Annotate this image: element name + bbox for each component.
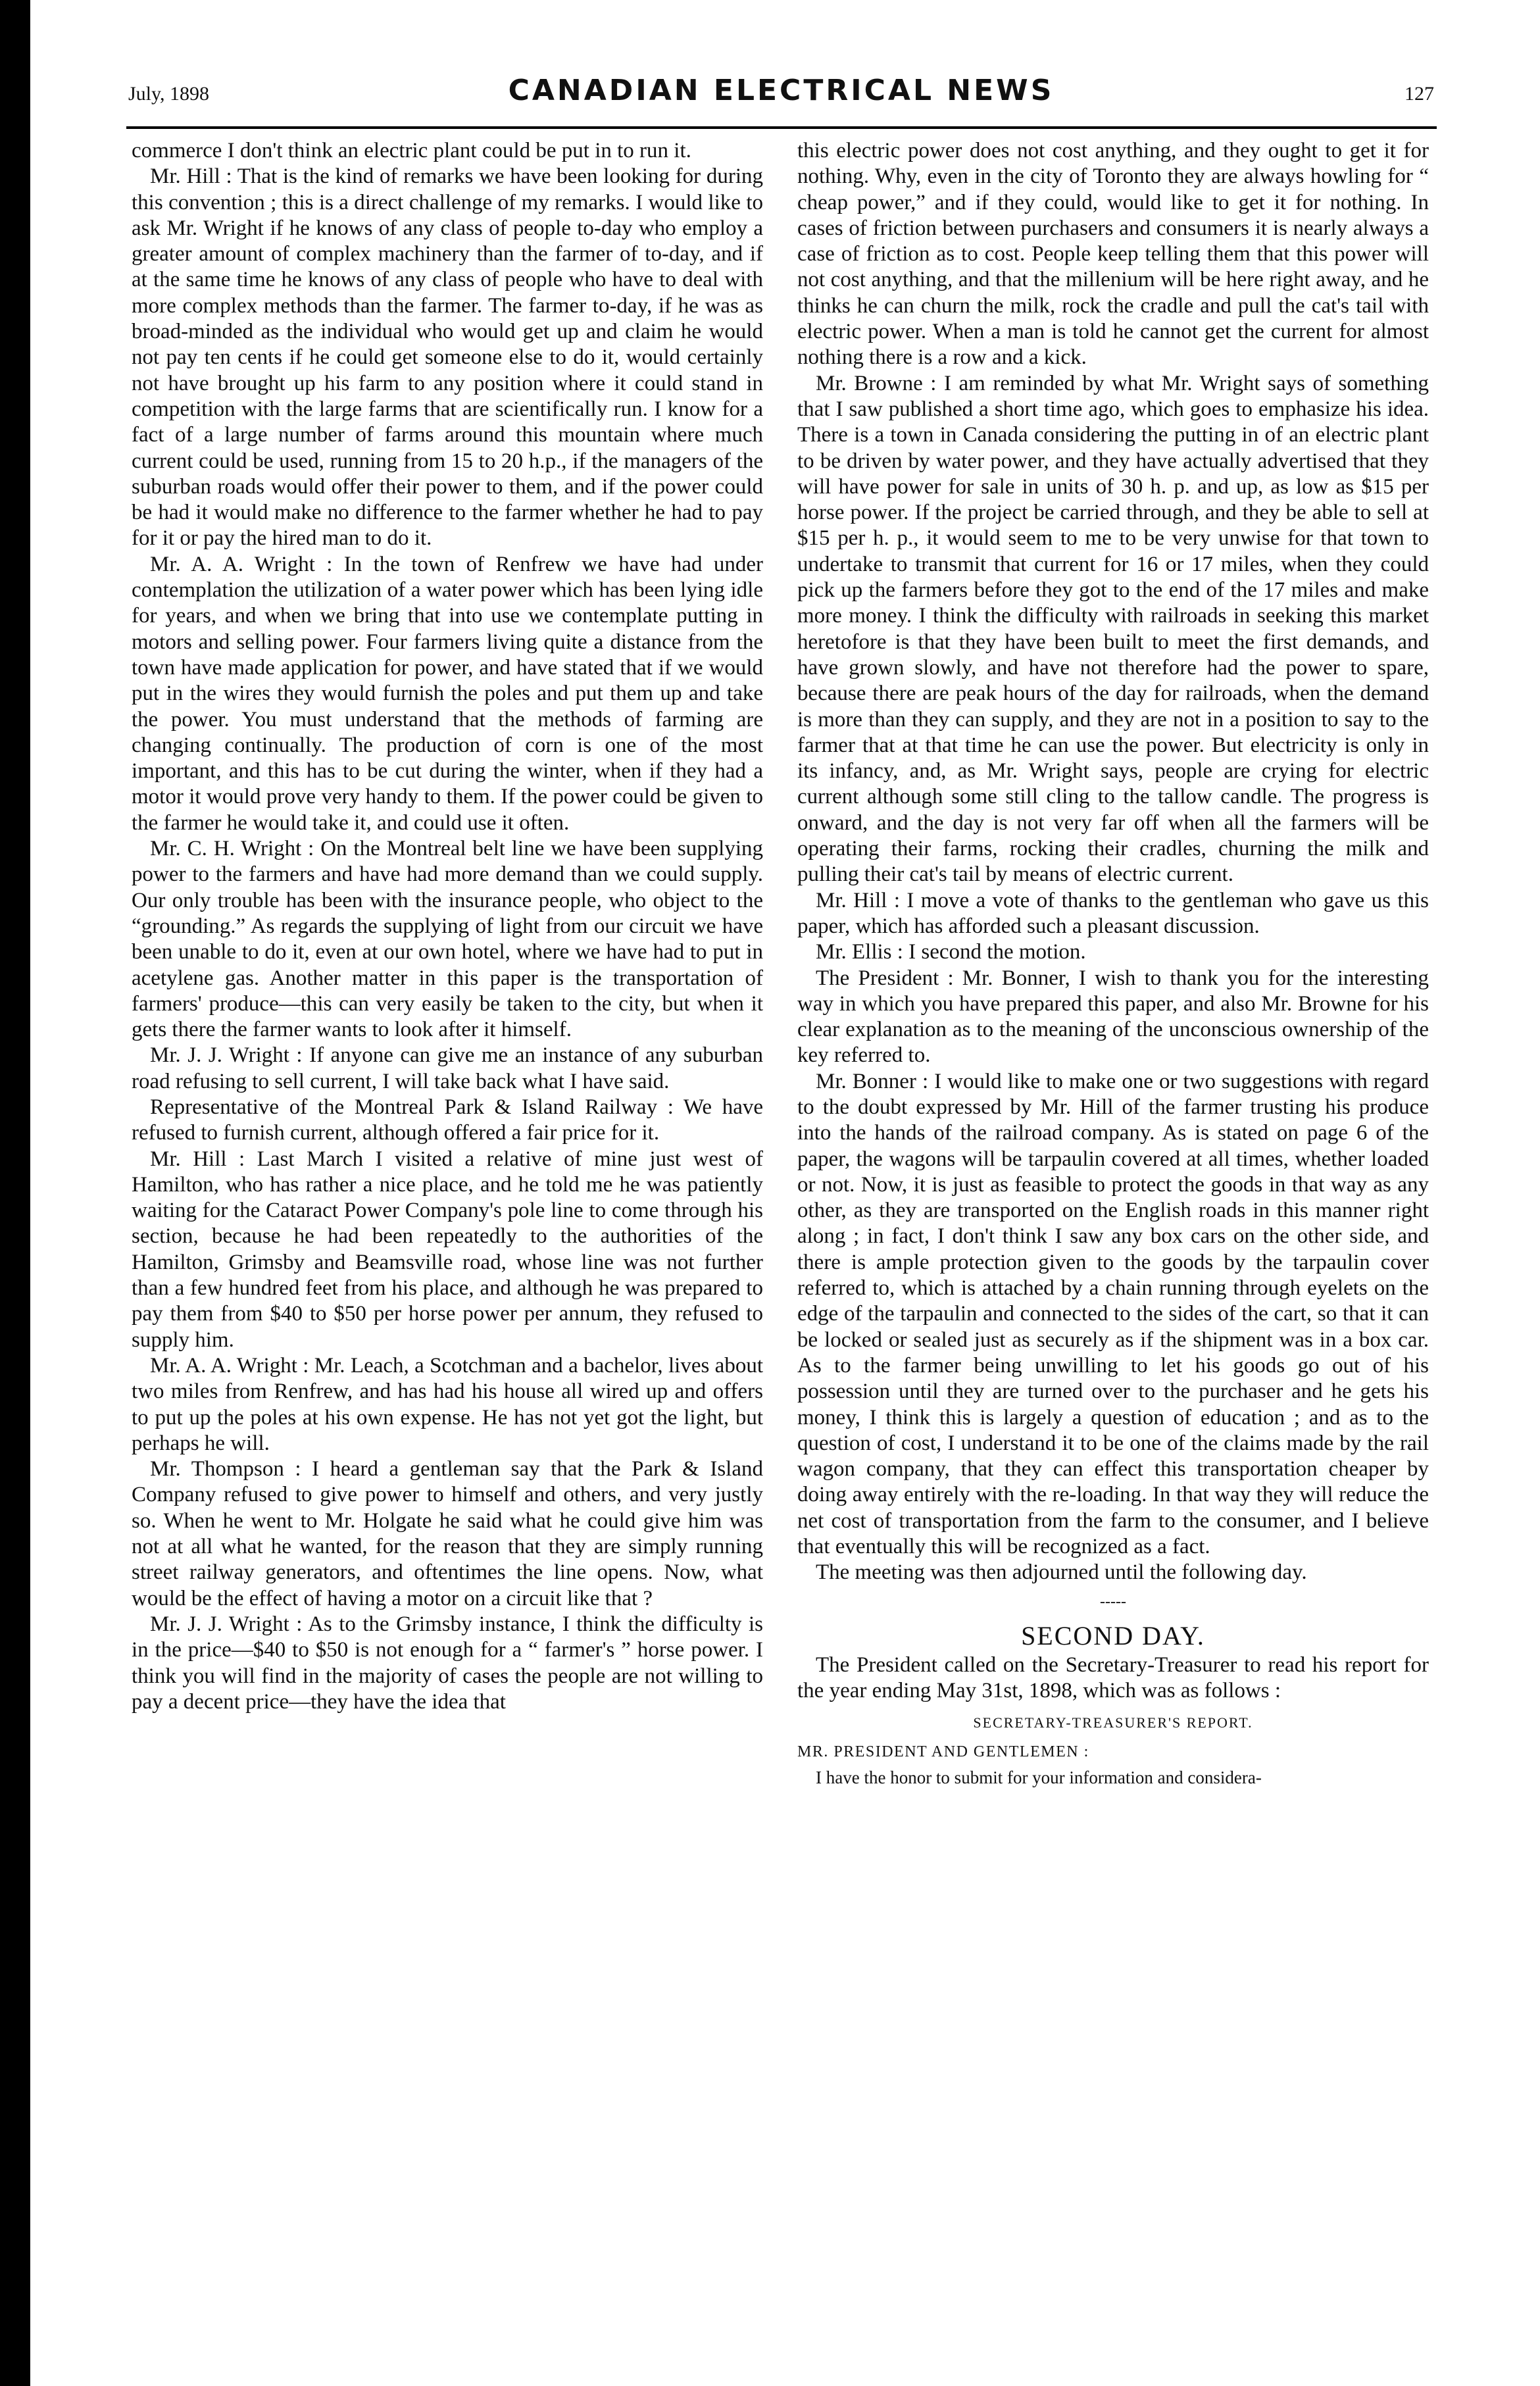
left-column bbox=[132, 138, 763, 1715]
right-column bbox=[797, 138, 1429, 1791]
report-title: SECRETARY-TREASURER'S REPORT. bbox=[973, 1714, 1253, 1731]
paragraph: Mr. Hill : That is the kind of remarks we have been looking for during this convention ; this is a direct challenge of my remarks. I would like to ask Mr. Wright if he knows of any class of people to-day who employ a greater amount of complex machinery than the farmer of to-day, and if at the same time he knows of any class of people who have to deal with more complex methods than the farmer. The farmer to-day, if he was as broad-minded as the individual who would get up and claim he would not pay ten cents if he could get someone else to do it, would certainly not have brought up his farm to any position where it could stand in competition with the large farms that are scientifically run. I know for a fact of a large number of farms around this mountain where much current could be used, running from 15 to 20 h.p., if the managers of the suburban roads would offer their power to them, and if the power could be had it would make no difference to the farmer whether he had to pay for it or pay the hired man to do it. bbox=[132, 164, 763, 551]
paragraph: Mr. C. H. Wright : On the Montreal belt line we have been supplying power to the farmers and have had more demand than we could supply. Our only trouble has been with the insurance people, who object to the “grounding.” As regards the supplying of light from our circuit we have been unable to do it, even at our own hotel, where we have had to put in acetylene gas. Another matter in this paper is the transportation of farmers' produce—this can very easily be taken to the city, but when it gets there the farmer wants to look after it himself. bbox=[132, 837, 763, 1042]
masthead-title: CANADIAN ELECTRICAL NEWS bbox=[508, 74, 1055, 107]
paragraph: Mr. Hill : I move a vote of thanks to the gentleman who gave us this paper, which has afforded such a pleasant discussion. bbox=[797, 888, 1429, 938]
paragraph: The President : Mr. Bonner, I wish to thank you for the interesting way in which you have prepared this paper, and also Mr. Browne for his clear explanation as to the meaning of the unconscious ownership of the key referred to. bbox=[797, 966, 1429, 1068]
section-heading: SECOND DAY. bbox=[1021, 1620, 1205, 1651]
paragraph: Mr. Bonner : I would like to make one or two suggestions with regard to the doubt expressed by Mr. Hill of the farmer trusting his produce into the hands of the railroad company. As is stated on page 6 of the paper, the wagons will be tarpaulin covered at all times, whether loaded or not. Now, it is just as feasible to protect the goods in that way as any other, as they are transported on the English roads in this manner right along ; in fact, I don't think I saw any box cars on the other side, and there is ample protection given to the goods by the tarpaulin cover referred to, which is attached by a chain running through eyelets on the edge of the tarpaulin and connected to the sides of the cart, so that it can be locked or sealed just as securely as if the shipment was in a box car. As to the farmer being unwilling to let his goods go out of his possession until they are turned over to the purchaser and he gets his money, I think this is largely a question of education ; and as to the question of cost, I understand it to be one of the claims made by the rail wagon company, that they can effect this transportation cheaper by doing away entirely with the re-loading. In that way they will reduce the net cost of transportation from the farm to the consumer, and I believe that eventually this will be recognized as a fact. bbox=[797, 1069, 1429, 1559]
paragraph: Mr. A. A. Wright : Mr. Leach, a Scotchman and a bachelor, lives about two miles from Renfrew, and has had his house all wired up and offers to put up the poles at his own expense. He has not yet got the light, but perhaps he will. bbox=[132, 1353, 763, 1455]
paragraph: Representative of the Montreal Park & Island Railway : We have refused to furnish current, although offered a fair price for it. bbox=[132, 1095, 763, 1145]
paragraph: I have the honor to submit for your information and considera- bbox=[816, 1768, 1262, 1788]
paragraph: Mr. Browne : I am reminded by what Mr. Wright says of something that I saw published a short time ago, which goes to emphasize his idea. There is a town in Canada considering the putting in of an electric plant to be driven by water power, and they have actually advertised that they will have power for sale in units of 30 h. p. and up, as low as $15 per horse power. If the project be carried through, and they be able to sell at $15 per h. p., it would seem to me to be very unwise for that town to undertake to transmit that current for 16 or 17 miles, when they could pick up the farmers before they got to the end of the 17 miles and make more money. I think the difficulty with railroads in seeking this market heretofore is that they have been built to meet the first demands, and have grown slowly, and have not therefore had the power to spare, because there are peak hours of the day for railroads, when the demand is more than they can supply, and they are not in a position to say to the farmer that at that time he can use the power. But electricity is only in its infancy, and, as Mr. Wright says, people are crying for electric current although some still cling to the tallow candle. The progress is onward, and the day is not very far off when all the farmers will be operating their farms, rocking their cradles, churning the milk and pulling their cat's tail by means of electric current. bbox=[797, 371, 1429, 887]
issue-date: July, 1898 bbox=[128, 83, 210, 105]
paragraph: Mr. Thompson : I heard a gentleman say that the Park & Island Company refused to give power to himself and others, and very justly so. When he went to Mr. Holgate he said what he could give him was not at all what he wanted, for the reason that they are simply running street railway generators, and oftentimes the line opens. Now, what would be the effect of having a motor on a circuit like that ? bbox=[132, 1457, 763, 1610]
header-rule bbox=[126, 126, 1437, 129]
paragraph: The President called on the Secretary-Treasurer to read his report for the year ending May 31st, 1898, which was as follows : bbox=[797, 1653, 1429, 1703]
paragraph: Mr. A. A. Wright : In the town of Renfrew we have had under contemplation the utilization of a water power which has been lying idle for years, and when we bring that into use we contemplate putting in motors and selling power. Four farmers living quite a distance from the town have made application for power, and have stated that if we would put in the wires they would furnish the poles and put them up and take the power. You must understand that the methods of farming are changing continually. The production of corn is one of the most important, and this has to be cut during the winter, when if they had a motor it would prove very handy to them. If the power could be given to the farmer he would take it, and could use it often. bbox=[132, 552, 763, 835]
paragraph: Mr. Hill : Last March I visited a relative of mine just west of Hamilton, who has rather a nice place, and he told me he was patiently waiting for the Cataract Power Company's pole line to come through his section, because he had been repeatedly to the authorities of the Hamilton, Grimsby and Beamsville road, whose line was not further than a few hundred feet from his place, and although he was prepared to pay them from $40 to $50 per horse power per annum, they refused to supply him. bbox=[132, 1147, 763, 1352]
page-number: 127 bbox=[1404, 83, 1434, 105]
salutation: MR. PRESIDENT AND GENTLEMEN : bbox=[797, 1743, 1089, 1760]
paragraph: Mr. Ellis : I second the motion. bbox=[816, 940, 1086, 964]
paragraph: Mr. J. J. Wright : If anyone can give me an instance of any suburban road refusing to sell current, I will take back what I have said. bbox=[132, 1043, 763, 1093]
paragraph: Mr. J. J. Wright : As to the Grimsby instance, I think the difficulty is in the price—$40 to $50 is not enough for a “ farmer's ” horse power. I think you will find in the majority of cases the people are not willing to pay a decent price—they have the idea that bbox=[132, 1612, 763, 1714]
paragraph: this electric power does not cost anything, and they ought to get it for nothing. Why, even in the city of Toronto they are always howling for “ cheap power,” and if they could, would like to get it for nothing. In cases of friction between purchasers and consumers it is nearly always a case of friction as to cost. People keep telling them that this power will not cost anything, and that the millenium will be here right away, and he thinks he can churn the milk, rock the cradle and pull the cat's tail with electric power. When a man is told he cannot get the current for almost nothing there is a row and a kick. bbox=[797, 139, 1429, 370]
paragraph: The meeting was then adjourned until the following day. bbox=[816, 1560, 1307, 1585]
page-edge-bar bbox=[0, 0, 30, 2386]
paragraph: commerce I don't think an electric plant could be put in to run it. bbox=[132, 139, 691, 162]
page-header bbox=[128, 63, 1434, 107]
section-divider: ----- bbox=[1100, 1593, 1126, 1610]
